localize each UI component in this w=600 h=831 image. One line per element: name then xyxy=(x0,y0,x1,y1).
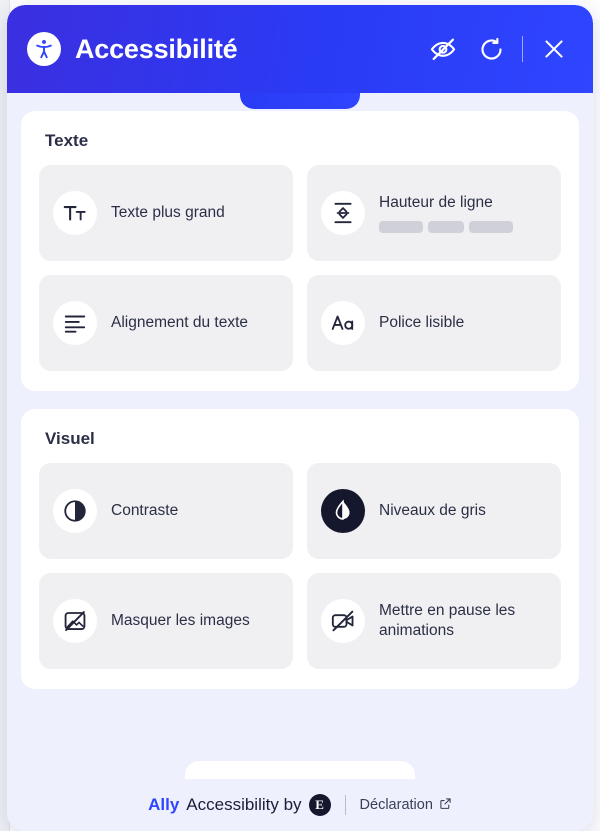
section-title: Texte xyxy=(45,131,89,150)
tile-label: Police lisible xyxy=(379,314,465,332)
toggle-police-lisible[interactable] xyxy=(307,275,561,371)
pause-animations-video-off-icon xyxy=(321,599,365,643)
tile-label: Contraste xyxy=(111,502,179,520)
statement-link-label: Déclaration xyxy=(359,797,433,813)
grayscale-droplet-icon xyxy=(321,489,365,533)
tile-content xyxy=(111,203,225,223)
widget-header xyxy=(7,5,593,93)
close-x-icon[interactable] xyxy=(537,32,571,66)
toggle-hauteur-de-ligne[interactable] xyxy=(307,165,561,261)
widget-footer xyxy=(7,779,593,831)
brand-name-accent: Ally xyxy=(148,795,180,814)
tile-label: Alignement du texte xyxy=(111,314,249,332)
eye-off-icon[interactable] xyxy=(426,32,460,66)
header-actions xyxy=(426,32,571,66)
toggle-niveaux-de-gris[interactable] xyxy=(307,463,561,559)
tile-label: Masquer les images xyxy=(111,612,250,630)
external-link-icon xyxy=(439,797,452,814)
tile-content xyxy=(379,313,464,333)
large-text-icon xyxy=(53,191,97,235)
footer-divider xyxy=(345,795,346,815)
section-tiles-grid xyxy=(39,165,561,371)
tile-label: Hauteur de ligne xyxy=(379,194,493,212)
section-tiles-grid xyxy=(39,463,561,669)
reset-circular-arrow-icon[interactable] xyxy=(474,32,508,66)
toggle-masquer-les-images[interactable] xyxy=(39,573,293,669)
tile-label: Mettre en pause les animations xyxy=(379,602,516,639)
brand-credit[interactable] xyxy=(148,794,330,816)
header-divider xyxy=(522,36,523,62)
tile-content xyxy=(379,601,547,641)
contrast-circle-icon xyxy=(53,489,97,533)
toggle-alignement-du-texte[interactable] xyxy=(39,275,293,371)
toggle-contraste[interactable] xyxy=(39,463,293,559)
line-height-icon xyxy=(321,191,365,235)
widget-body xyxy=(7,93,593,779)
elementor-badge-icon: E xyxy=(309,794,331,816)
brand-credit-text: Accessibility by xyxy=(186,795,302,814)
footer-notch xyxy=(185,761,415,779)
section-visuel xyxy=(21,409,579,689)
toggle-texte-plus-grand[interactable] xyxy=(39,165,293,261)
accessibility-person-icon xyxy=(27,32,61,66)
page-title: Accessibilité xyxy=(75,33,238,64)
accessibility-widget-panel xyxy=(7,5,593,831)
readable-font-icon xyxy=(321,301,365,345)
level-segment-1[interactable] xyxy=(379,221,423,233)
tile-content xyxy=(379,501,486,521)
tile-label: Texte plus grand xyxy=(111,204,225,222)
tile-label: Niveaux de gris xyxy=(379,502,486,520)
section-title: Visuel xyxy=(45,429,95,448)
tile-content xyxy=(111,313,248,333)
level-segment-3[interactable] xyxy=(469,221,513,233)
tile-content xyxy=(111,611,250,631)
toggle-mettre-en-pause-les-animations[interactable] xyxy=(307,573,561,669)
header-title-group xyxy=(27,32,426,66)
level-segment-2[interactable] xyxy=(428,221,464,233)
section-texte xyxy=(21,111,579,391)
tile-content xyxy=(379,193,513,233)
line-height-level-selector[interactable] xyxy=(379,221,513,233)
tile-content xyxy=(111,501,178,521)
text-align-icon xyxy=(53,301,97,345)
hide-images-icon xyxy=(53,599,97,643)
statement-link[interactable] xyxy=(360,797,452,814)
